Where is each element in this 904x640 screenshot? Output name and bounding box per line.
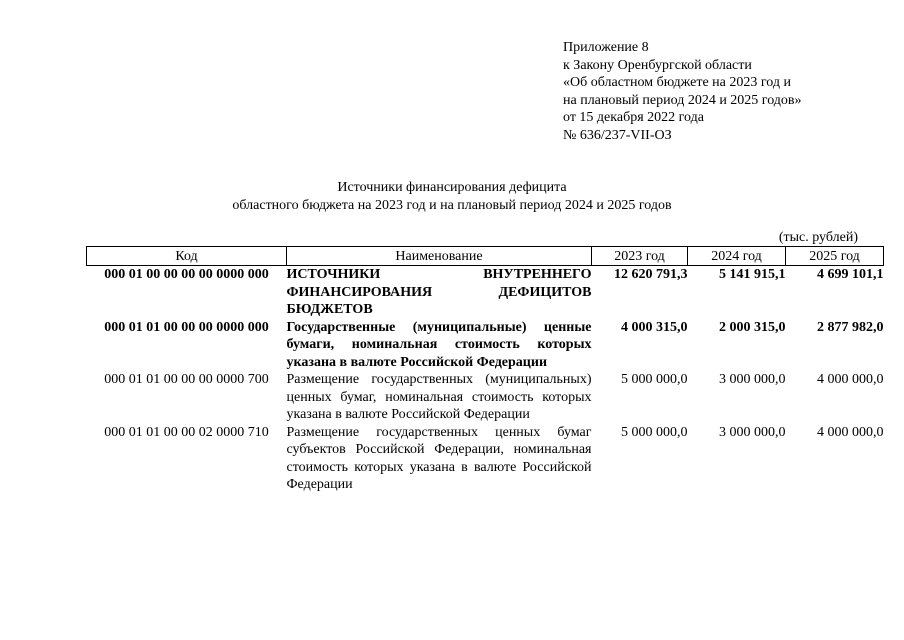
units-label: (тыс. рублей) — [778, 230, 858, 245]
row-value-2024: 2 000 315,0 — [719, 319, 786, 335]
row-value-2023: 5 000 000,0 — [621, 424, 688, 440]
appendix-line: на плановый период 2024 и 2025 годов» — [563, 92, 802, 108]
row-name: Размещение государственных (муниципальных) ценных бумаг, номинальная стоимость которых указана в валюте Российской Федерации — [286, 372, 592, 422]
row-value-2023: 4 000 315,0 — [621, 319, 688, 335]
appendix-line: № 636/237-VII-ОЗ — [563, 127, 672, 143]
table-header-row — [87, 247, 884, 266]
row-value-2024: 5 141 915,1 — [719, 267, 786, 282]
table-row — [87, 371, 884, 424]
header-name: Наименование — [287, 247, 592, 266]
table-row — [87, 424, 884, 494]
document-title-line2: областного бюджета на 2023 год и на плановый период 2024 и 2025 годов — [232, 197, 672, 213]
table-row — [87, 319, 884, 372]
row-value-2023: 5 000 000,0 — [621, 372, 688, 387]
appendix-line: к Закону Оренбургской области — [563, 57, 752, 73]
appendix-line: Приложение 8 — [563, 40, 649, 55]
row-value-2025: 2 877 982,0 — [817, 319, 884, 335]
row-name: ИСТОЧНИКИ ВНУТРЕННЕГО ФИНАНСИРОВАНИЯ ДЕФИЦИТОВ БЮДЖЕТОВ — [286, 267, 592, 317]
row-name: Государственные (муниципальные) ценные бумаги, номинальная стоимость которых указана в валюте Российской Федерации — [286, 319, 592, 370]
row-value-2025: 4 699 101,1 — [817, 267, 884, 282]
row-code: 000 01 01 00 00 02 0000 710 — [104, 424, 269, 440]
header-2025: 2025 год — [786, 247, 884, 266]
appendix-line: от 15 декабря 2022 года — [563, 110, 704, 125]
row-value-2023: 12 620 791,3 — [614, 267, 688, 282]
row-code: 000 01 01 00 00 00 0000 700 — [104, 372, 269, 387]
financing-table — [86, 246, 884, 494]
document-title-line1: Источники финансирования дефицита — [337, 180, 567, 195]
table-row — [87, 266, 884, 319]
document-title — [0, 179, 904, 214]
row-value-2024: 3 000 000,0 — [719, 424, 786, 440]
header-2024: 2024 год — [688, 247, 786, 266]
row-code: 000 01 00 00 00 00 0000 000 — [104, 267, 269, 282]
appendix-line: «Об областном бюджете на 2023 год и — [563, 75, 791, 90]
header-code: Код — [87, 247, 287, 266]
header-2023: 2023 год — [592, 247, 688, 266]
row-code: 000 01 01 00 00 00 0000 000 — [104, 319, 269, 335]
row-value-2025: 4 000 000,0 — [817, 372, 884, 387]
appendix-block — [563, 39, 893, 144]
row-value-2025: 4 000 000,0 — [817, 424, 884, 440]
row-value-2024: 3 000 000,0 — [719, 372, 786, 387]
row-name: Размещение государственных ценных бумаг субъектов Российской Федерации, номинальная стоимость которых указана в валюте Российской Федерации — [286, 424, 592, 492]
